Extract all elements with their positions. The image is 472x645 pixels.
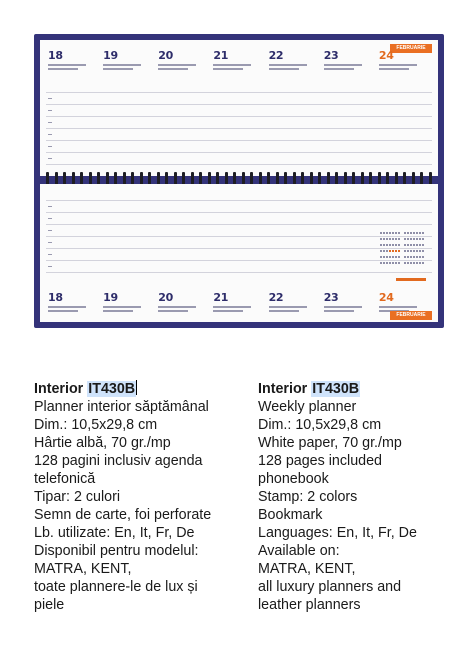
product-code: IT430B <box>312 381 360 397</box>
day-name-line <box>324 306 362 308</box>
calendar-day-dot <box>416 256 418 258</box>
day-column <box>46 50 101 70</box>
spec-line: Available on: <box>258 543 340 559</box>
day-name-line <box>379 68 409 70</box>
calendar-day-dot <box>395 244 397 246</box>
spec-line: MATRA, KENT, <box>34 561 132 577</box>
spec-line: Stamp: 2 colors <box>258 489 358 505</box>
day-name-line <box>379 306 417 308</box>
calendar-day-dot <box>410 262 412 264</box>
description-romanian <box>34 380 240 614</box>
calendar-day-dot <box>419 232 421 234</box>
text-cursor <box>136 380 137 395</box>
product-code: IT430B <box>88 381 136 397</box>
calendar-day-dot <box>386 250 388 252</box>
day-number: 19 <box>103 291 118 304</box>
calendar-day-dot <box>395 250 397 252</box>
day-name-line <box>103 64 141 66</box>
spec-line: leather planners <box>258 597 361 613</box>
product-title <box>258 380 464 398</box>
day-name-line <box>48 64 86 66</box>
day-name-line <box>158 64 196 66</box>
calendar-day-dot <box>395 256 397 258</box>
title-prefix: Interior <box>34 381 88 397</box>
calendar-day-dot <box>419 250 421 252</box>
calendar-day-dot <box>386 244 388 246</box>
spec-line: 128 pages included <box>258 453 383 469</box>
day-column <box>156 50 211 70</box>
calendar-day-dot <box>407 244 409 246</box>
spec-line: phonebook <box>258 471 329 487</box>
calendar-day-dot <box>398 238 400 240</box>
calendar-day-dot <box>392 244 394 246</box>
rule-line <box>46 272 432 273</box>
calendar-day-dot <box>398 232 400 234</box>
day-number: 20 <box>158 291 173 304</box>
calendar-day-dot <box>419 262 421 264</box>
calendar-day-dot <box>404 262 406 264</box>
calendar-day-dot <box>386 262 388 264</box>
day-number: 18 <box>48 49 63 62</box>
spec-line: White paper, 70 gr./mp <box>258 435 402 451</box>
day-column <box>267 50 322 70</box>
calendar-day-dot <box>422 256 424 258</box>
calendar-day-dot <box>389 256 391 258</box>
rule-line <box>46 104 432 105</box>
calendar-day-dot <box>389 262 391 264</box>
calendar-day-dot <box>413 238 415 240</box>
day-name-line <box>213 310 243 312</box>
planner-image <box>34 34 444 328</box>
day-name-line <box>48 68 78 70</box>
hour-mark <box>48 122 52 123</box>
calendar-day-dot <box>383 250 385 252</box>
rule-line <box>46 224 432 225</box>
spec-line: Hârtie albă, 70 gr./mp <box>34 435 171 451</box>
rule-line <box>46 164 432 165</box>
spec-line: telefonică <box>34 471 96 487</box>
day-header-row-bottom <box>46 292 432 312</box>
calendar-day-dot <box>416 262 418 264</box>
hour-mark <box>48 110 52 111</box>
calendar-day-dot <box>410 244 412 246</box>
spec-line: Disponibil pentru modelul: <box>34 543 199 559</box>
day-column <box>267 292 322 312</box>
calendar-day-dot <box>419 238 421 240</box>
spec-line: Dim.: 10,5x29,8 cm <box>258 417 382 433</box>
day-name-line <box>213 64 251 66</box>
calendar-day-dot <box>407 250 409 252</box>
calendar-day-dot <box>392 262 394 264</box>
calendar-day-dot <box>392 250 394 252</box>
day-name-line <box>324 310 354 312</box>
calendar-day-dot <box>422 238 424 240</box>
spec-line: Weekly planner <box>258 399 357 415</box>
calendar-day-dot <box>407 262 409 264</box>
calendar-day-dot <box>380 244 382 246</box>
day-number: 24 <box>378 291 394 304</box>
calendar-day-dot <box>383 232 385 234</box>
hour-mark <box>48 230 52 231</box>
calendar-day-dot <box>407 232 409 234</box>
calendar-day-dot <box>389 244 391 246</box>
calendar-day-dot <box>419 256 421 258</box>
day-name-line <box>48 310 78 312</box>
spec-line: Dim.: 10,5x29,8 cm <box>34 417 158 433</box>
rule-line <box>46 152 432 153</box>
spec-line: Languages: En, It, Fr, De <box>258 525 417 541</box>
day-number: 22 <box>268 291 284 304</box>
day-name-line <box>379 64 417 66</box>
calendar-day-dot <box>419 244 421 246</box>
spec-line: piele <box>34 597 65 613</box>
calendar-day-dot <box>386 256 388 258</box>
spec-line: toate plannere-le de lux și <box>34 579 198 595</box>
day-column <box>377 50 432 70</box>
calendar-day-dot <box>404 238 406 240</box>
calendar-day-dot <box>410 250 412 252</box>
calendar-day-dot <box>410 232 412 234</box>
calendar-day-dot <box>404 250 406 252</box>
calendar-day-dot <box>407 238 409 240</box>
spec-line: MATRA, KENT, <box>258 561 356 577</box>
rule-line <box>46 200 432 201</box>
calendar-day-dot <box>398 262 400 264</box>
day-name-line <box>269 306 307 308</box>
day-name-line <box>158 306 196 308</box>
calendar-day-dot <box>398 250 400 252</box>
day-column <box>101 50 156 70</box>
day-number: 18 <box>48 291 63 304</box>
calendar-day-dot <box>410 256 412 258</box>
day-name-line <box>324 64 362 66</box>
rule-line <box>46 140 432 141</box>
calendar-day-dot <box>386 238 388 240</box>
calendar-day-dot <box>383 244 385 246</box>
rule-line <box>46 248 432 249</box>
calendar-day-dot <box>389 232 391 234</box>
day-number: 24 <box>378 49 394 62</box>
day-column <box>46 292 101 312</box>
calendar-day-dot <box>380 262 382 264</box>
calendar-day-dot <box>389 238 391 240</box>
calendar-day-dot <box>392 238 394 240</box>
planner-top-page <box>40 40 438 176</box>
calendar-day-dot <box>404 244 406 246</box>
hour-mark <box>48 134 52 135</box>
month-badge-top: FEBRUARIE <box>390 44 432 53</box>
calendar-day-dot <box>416 250 418 252</box>
spec-line: Lb. utilizate: En, It, Fr, De <box>34 525 195 541</box>
rule-line <box>46 212 432 213</box>
spec-line: Tipar: 2 culori <box>34 489 121 505</box>
calendar-day-dot <box>392 256 394 258</box>
calendar-day-dot <box>404 232 406 234</box>
calendar-day-dot <box>383 256 385 258</box>
hour-mark <box>48 266 52 267</box>
calendar-day-dot <box>413 262 415 264</box>
day-column <box>156 292 211 312</box>
spec-line: Planner interior săptămânal <box>34 399 209 415</box>
day-number: 23 <box>323 49 339 62</box>
description-english <box>258 380 464 614</box>
spec-line: all luxury planners and <box>258 579 402 595</box>
hour-mark <box>48 146 52 147</box>
product-title <box>34 380 240 398</box>
day-name-line <box>269 64 307 66</box>
calendar-day-dot <box>422 262 424 264</box>
day-name-line <box>103 306 141 308</box>
calendar-day-dot <box>413 244 415 246</box>
hour-mark <box>48 158 52 159</box>
day-number: 20 <box>158 49 173 62</box>
hour-mark <box>48 242 52 243</box>
rule-line <box>46 92 432 93</box>
day-column <box>377 292 432 312</box>
calendar-day-dot <box>422 232 424 234</box>
calendar-day-dot <box>395 238 397 240</box>
day-number: 23 <box>323 291 339 304</box>
day-name-line <box>158 68 188 70</box>
title-prefix: Interior <box>258 381 312 397</box>
calendar-day-dot <box>416 232 418 234</box>
day-name-line <box>48 306 86 308</box>
calendar-day-dot <box>413 232 415 234</box>
calendar-day-dot <box>380 250 382 252</box>
calendar-day-dot <box>383 262 385 264</box>
calendar-day-dot <box>422 250 424 252</box>
calendar-day-dot <box>386 232 388 234</box>
calendar-day-dot <box>407 256 409 258</box>
day-name-line <box>213 306 251 308</box>
day-column <box>322 292 377 312</box>
hour-mark <box>48 218 52 219</box>
day-name-line <box>213 68 243 70</box>
calendar-day-dot <box>416 244 418 246</box>
calendar-day-dot <box>413 256 415 258</box>
planner-bottom-page <box>40 184 438 322</box>
day-name-line <box>158 310 188 312</box>
rule-line <box>46 236 432 237</box>
rule-line <box>46 128 432 129</box>
spec-line: 128 pagini inclusiv agenda <box>34 453 203 469</box>
calendar-day-dot <box>380 256 382 258</box>
spec-line: Bookmark <box>258 507 323 523</box>
calendar-day-dot <box>404 256 406 258</box>
calendar-day-dot <box>398 256 400 258</box>
calendar-day-dot <box>392 232 394 234</box>
mini-calendar <box>380 226 426 274</box>
calendar-day-dot <box>395 232 397 234</box>
hour-mark <box>48 206 52 207</box>
rule-line <box>46 116 432 117</box>
day-header-row-top <box>46 50 432 70</box>
day-number: 22 <box>268 49 284 62</box>
calendar-day-dot <box>383 238 385 240</box>
calendar-day-dot <box>389 250 391 252</box>
month-badge-bottom: FEBRUARIE <box>390 311 432 320</box>
day-name-line <box>269 68 299 70</box>
spec-line: Semn de carte, foi perforate <box>34 507 212 523</box>
hour-mark <box>48 98 52 99</box>
calendar-day-dot <box>410 238 412 240</box>
day-column <box>211 50 266 70</box>
day-number: 21 <box>213 291 229 304</box>
day-number: 21 <box>213 49 229 62</box>
calendar-highlight <box>396 278 426 281</box>
rule-line <box>46 260 432 261</box>
calendar-day-dot <box>422 244 424 246</box>
calendar-day-dot <box>413 250 415 252</box>
day-number: 19 <box>103 49 118 62</box>
calendar-day-dot <box>398 244 400 246</box>
calendar-day-dot <box>380 232 382 234</box>
calendar-day-dot <box>380 238 382 240</box>
day-column <box>101 292 156 312</box>
day-name-line <box>103 310 133 312</box>
day-name-line <box>324 68 354 70</box>
day-column <box>211 292 266 312</box>
day-name-line <box>103 68 133 70</box>
calendar-day-dot <box>395 262 397 264</box>
day-name-line <box>269 310 299 312</box>
hour-mark <box>48 254 52 255</box>
calendar-day-dot <box>416 238 418 240</box>
day-column <box>322 50 377 70</box>
